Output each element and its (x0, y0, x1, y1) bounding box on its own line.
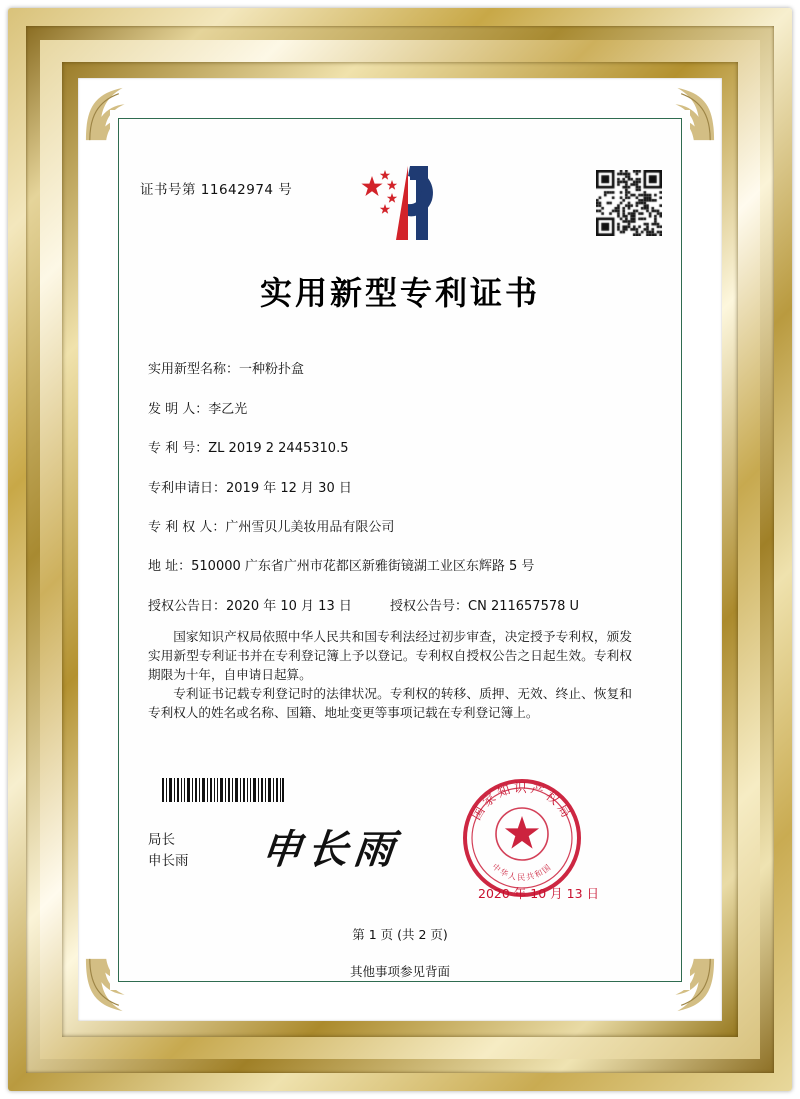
field-utility-model-name (148, 358, 304, 377)
field-label: 发 明 人： (148, 402, 209, 417)
footnote: 其他事项参见背面 (349, 964, 450, 979)
field-grant-date (148, 595, 352, 614)
seal-date: 2020 年 10 月 13 日 (478, 886, 599, 901)
field-value: 一种粉扑盒 (239, 362, 305, 377)
field-label: 授权公告号： (390, 599, 469, 614)
svg-text:中华人民共和国: 中华人民共和国 (490, 862, 554, 882)
field-label: 实用新型名称： (148, 362, 240, 377)
field-inventor (148, 398, 247, 417)
paragraph-grant-statement: 国家知识产权局依照中华人民共和国专利法经过初步审查，决定授予专利权，颁发实用新型专利证书并在专利登记簿上予以登记。专利权自授权公告之日起生效。专利权期限为十年，自申请日起算。 (148, 629, 632, 682)
certificate-inner-border (118, 118, 682, 982)
field-value: 广州雪贝儿美妆用品有限公司 (225, 520, 395, 535)
official-seal (460, 776, 584, 900)
field-label: 授权公告日： (148, 599, 227, 614)
certificate-number: 证书号第 11642974 号 (140, 182, 293, 198)
field-value: 510000 广东省广州市花都区新雅街镜湖工业区东辉路 5 号 (191, 559, 535, 574)
field-value: 李乙光 (208, 402, 248, 417)
field-label: 专利申请日： (148, 481, 227, 496)
signature-block (148, 830, 189, 872)
field-application-date (148, 477, 352, 496)
handwritten-signature: 申长雨 (259, 826, 403, 873)
paragraph-registry-statement: 专利证书记载专利登记时的法律状况。专利权的转移、质押、无效、终止、恢复和专利权人的姓名或名称、国籍、地址变更等事项记载在专利登记簿上。 (148, 686, 632, 720)
field-announcement-number (390, 595, 579, 614)
svg-text:国家知识产权局: 国家知识产权局 (468, 780, 576, 823)
signature-title-label: 局长 (148, 832, 175, 848)
cnipa-emblem-icon (352, 160, 448, 246)
field-value: 2020 年 10 月 13 日 (226, 599, 352, 614)
field-patent-number (148, 437, 348, 456)
field-value: CN 211657578 U (468, 599, 580, 614)
field-patentee (148, 516, 394, 535)
field-value: 2019 年 12 月 30 日 (226, 481, 352, 496)
field-label: 地 址： (148, 559, 192, 574)
field-value: ZL 2019 2 2445310.5 (208, 441, 349, 456)
field-label: 专 利 号： (148, 441, 209, 456)
field-address (148, 555, 534, 574)
qr-code (596, 170, 662, 236)
barcode (162, 778, 284, 802)
field-label: 专 利 权 人： (148, 520, 226, 535)
signature-name-label: 申长雨 (148, 853, 189, 869)
page-indicator: 第 1 页 (共 2 页) (352, 927, 448, 942)
page-title: 实用新型专利证书 (259, 274, 540, 312)
